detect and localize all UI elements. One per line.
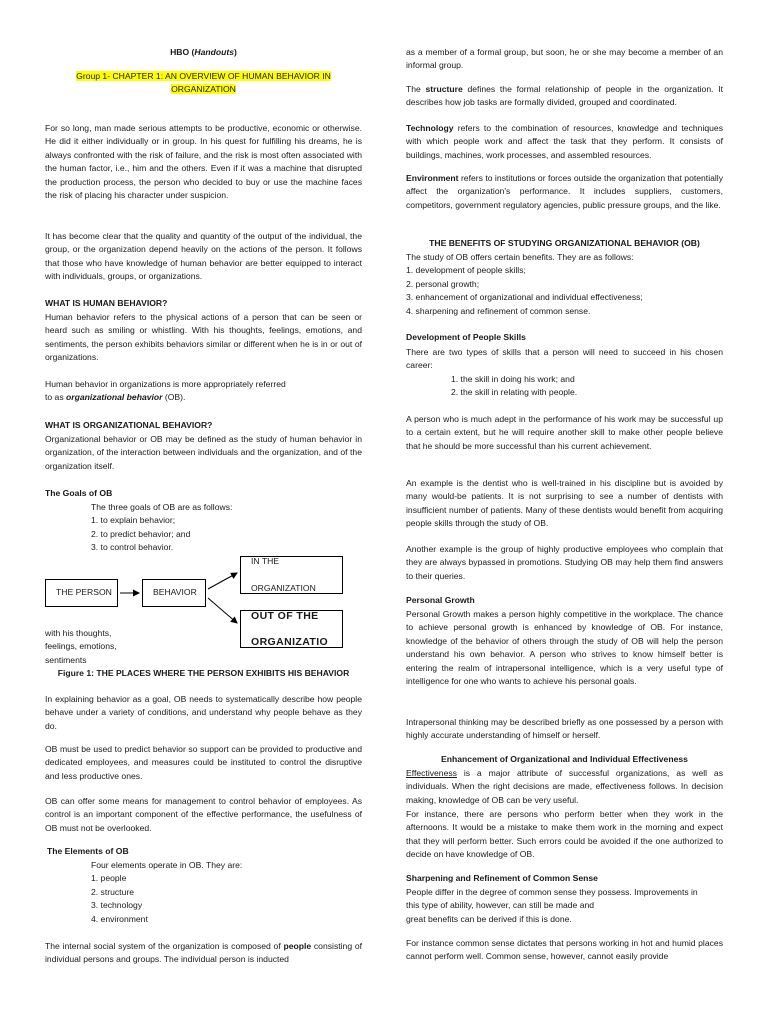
benefits-list	[406, 251, 723, 318]
people-skills-heading: Development of People Skills	[406, 332, 526, 342]
elements-list	[45, 859, 408, 926]
goals-intro: The three goals of OB are as follows:	[91, 502, 233, 512]
figure-caption: Figure 1: THE PLACES WHERE THE PERSON EXHIBITS HIS BEHAVIOR	[57, 668, 350, 678]
ob-heading: WHAT IS ORGANIZATIONAL BEHAVIOR?	[45, 420, 213, 430]
figure-box-out-of-organization: OUT OF THE ORGANIZATIO	[240, 610, 343, 648]
human-behavior-paragraph: Human behavior refers to the physical actions of a person that can be seen or heard such as smiling or whistling. With his thoughts, feelings, emotions, and sentiments, the person exhibits behaviors similar or different when he is in or out of organizations.	[45, 312, 362, 363]
environment-paragraph: Environment refers to institutions or forces outside the organization that potentially affect the organization's performance. It includes suppliers, customers, competitors, government regulatory agencies, public pressure groups, and the like.	[406, 173, 723, 210]
goal-item: 3. to control behavior.	[91, 542, 174, 553]
elements-intro: Four elements operate in OB. They are:	[91, 860, 243, 870]
benefit-item: 3. enhancement of organizational and individual effectiveness;	[406, 292, 643, 303]
benefit-item: 1. development of people skills;	[406, 265, 526, 276]
doc-title: HBO (Handouts)	[170, 47, 237, 57]
ob-paragraph: Organizational behavior or OB may be defined as the study of human behavior in organization, of the interaction between individuals and the organization, and of the organization itself.	[45, 434, 362, 471]
skills-list	[406, 373, 768, 400]
element-item: 2. structure	[91, 886, 134, 897]
personal-growth-paragraph: Personal Growth makes a person highly competitive in the workplace. The chance to achieve personal growth is enhanced by knowledge of OB. For instance, knowledge of the behavior of others through the study of OB will help the person understand his own behavior. A person who strives to know himself better is entering the realm of intrapersonal intelligence, which is a very useful type of intelligence for one who wants to achieve his personal goals.	[406, 609, 723, 687]
chapter-heading-line2: ORGANIZATION	[171, 84, 236, 95]
element-item: 4. environment	[91, 913, 148, 924]
effectiveness-paragraph: Effectiveness is a major attribute of successful organizations, as well as individuals. When the right decisions are made, effectiveness follows. In decision making, knowledge of OB can be very useful.	[406, 768, 723, 805]
benefits-heading: THE BENEFITS OF STUDYING ORGANIZATIONAL BEHAVIOR (OB)	[429, 238, 700, 248]
adept-paragraph: A person who is much adept in the performance of his work may be successful up to a certain extent, but he will require another skill to make other people believe that he should be more successful than his current achievement.	[406, 414, 723, 451]
figure-box-person: THE PERSON	[45, 579, 118, 607]
chapter-heading	[45, 70, 362, 97]
social-system-paragraph: The internal social system of the organization is composed of people consisting of individual persons and groups. The individual person is inducted	[45, 941, 362, 965]
elements-heading: The Elements of OB	[47, 846, 129, 856]
element-item: 1. people	[91, 873, 127, 884]
predict-paragraph: OB must be used to predict behavior so support can be provided to productive and dedicated employees, and measures could be instituted to control the disruptive and less productive ones.	[45, 744, 362, 781]
figure-box-in-organization: IN THE ORGANIZATION	[240, 556, 343, 594]
skill-item: 2. the skill in relating with people.	[451, 387, 578, 398]
effectiveness-heading: Enhancement of Organizational and Individual Effectiveness	[441, 754, 688, 764]
dentist-paragraph: An example is the dentist who is well-trained in his discipline but is avoided by many would-be patients. It is not surprising to see a number of dentists with insufficient number of patients. Many of these dentists would benefit from acquiring people skills through the study of OB.	[406, 478, 723, 529]
arrow-behavior-to-out-org	[208, 598, 237, 623]
intro-paragraph-1: For so long, man made serious attempts to be productive, economic or otherwise. He did it either individually or in group. In his quest for fulfilling his dreams, he is always confronted with the risk of failure, and the risk is most often associated with the human factor, i.e., him and the others. Even if it was a machine that disrupted the production process, the person who decided to buy or use the machine faces the risk of placing his character under suspicion.	[45, 123, 362, 201]
benefit-item: 2. personal growth;	[406, 278, 480, 289]
goals-list	[45, 501, 408, 555]
benefits-intro: The study of OB offers certain benefits. They are as follows:	[406, 252, 634, 262]
structure-paragraph: The structure defines the formal relationship of people in the organization. It describes how job tasks are formally divided, grouped and coordinated.	[406, 84, 723, 108]
goal-item: 2. to predict behavior; and	[91, 528, 191, 539]
figure-box-behavior: BEHAVIOR	[142, 579, 206, 607]
effectiveness-example-paragraph: For instance, there are persons who perform better when they work in the afternoons. It would be a mistake to make them work in the morning and expect that they will perform better. Such errors could be avoided if the one authorized to decide on have knowledge of OB.	[406, 809, 723, 860]
figure-note: with his thoughts, feelings, emotions, sentiments	[45, 628, 117, 665]
chapter-heading-line1: Group 1- CHAPTER 1: AN OVERVIEW OF HUMAN BEHAVIOR IN	[76, 71, 331, 81]
arrow-behavior-to-in-org	[208, 573, 237, 589]
personal-growth-heading: Personal Growth	[406, 595, 475, 605]
human-behavior-ob-paragraph: Human behavior in organizations is more appropriately referred to as organizational behavior (OB).	[45, 379, 286, 403]
common-sense-example-paragraph: For instance common sense dictates that persons working in hot and humid places cannot perform well. Common sense, however, cannot easily provide	[406, 938, 723, 962]
technology-paragraph: Technology refers to the combination of resources, knowledge and techniques with which people work and affect the task that they perform. It consists of buildings, machines, work processes, and assembled resources.	[406, 123, 723, 160]
intrapersonal-paragraph: Intrapersonal thinking may be described briefly as one possessed by a person with highly accurate understanding of himself or herself.	[406, 717, 723, 741]
benefit-item: 4. sharpening and refinement of common sense.	[406, 305, 591, 316]
control-paragraph: OB can offer some means for management to control behavior of employees. As control is an important component of the effective performance, the usefulness of OB must not be overlooked.	[45, 796, 362, 833]
explain-paragraph: In explaining behavior as a goal, OB needs to systematically describe how people behave under a variety of conditions, and understand why people behave as they do.	[45, 694, 362, 731]
continued-paragraph: as a member of a formal group, but soon, he or she may become a member of an informal group.	[406, 47, 723, 71]
goal-item: 1. to explain behavior;	[91, 515, 176, 526]
skill-item: 1. the skill in doing his work; and	[451, 374, 575, 384]
employees-paragraph: Another example is the group of highly productive employees who complain that they are always bypassed in promotions. Studying OB may help them find answers to their queries.	[406, 544, 723, 581]
human-behavior-heading: WHAT IS HUMAN BEHAVIOR?	[45, 298, 168, 308]
intro-paragraph-2: It has become clear that the quality and quantity of the output of the individual, the group, or the organization depend heavily on the actions of the person. It follows that those who have knowledge of human behavior are better equipped to interact with individuals, groups, or organizations.	[45, 231, 362, 282]
people-skills-paragraph: There are two types of skills that a person will need to succeed in his chosen career:	[406, 347, 723, 371]
element-item: 3. technology	[91, 900, 143, 911]
common-sense-heading: Sharpening and Refinement of Common Sense	[406, 873, 598, 883]
goals-heading: The Goals of OB	[45, 488, 113, 498]
common-sense-paragraph: People differ in the degree of common sense they possess. Improvements in this type of ability, however, can still be made and great benefits can be derived if this is done.	[406, 887, 698, 924]
